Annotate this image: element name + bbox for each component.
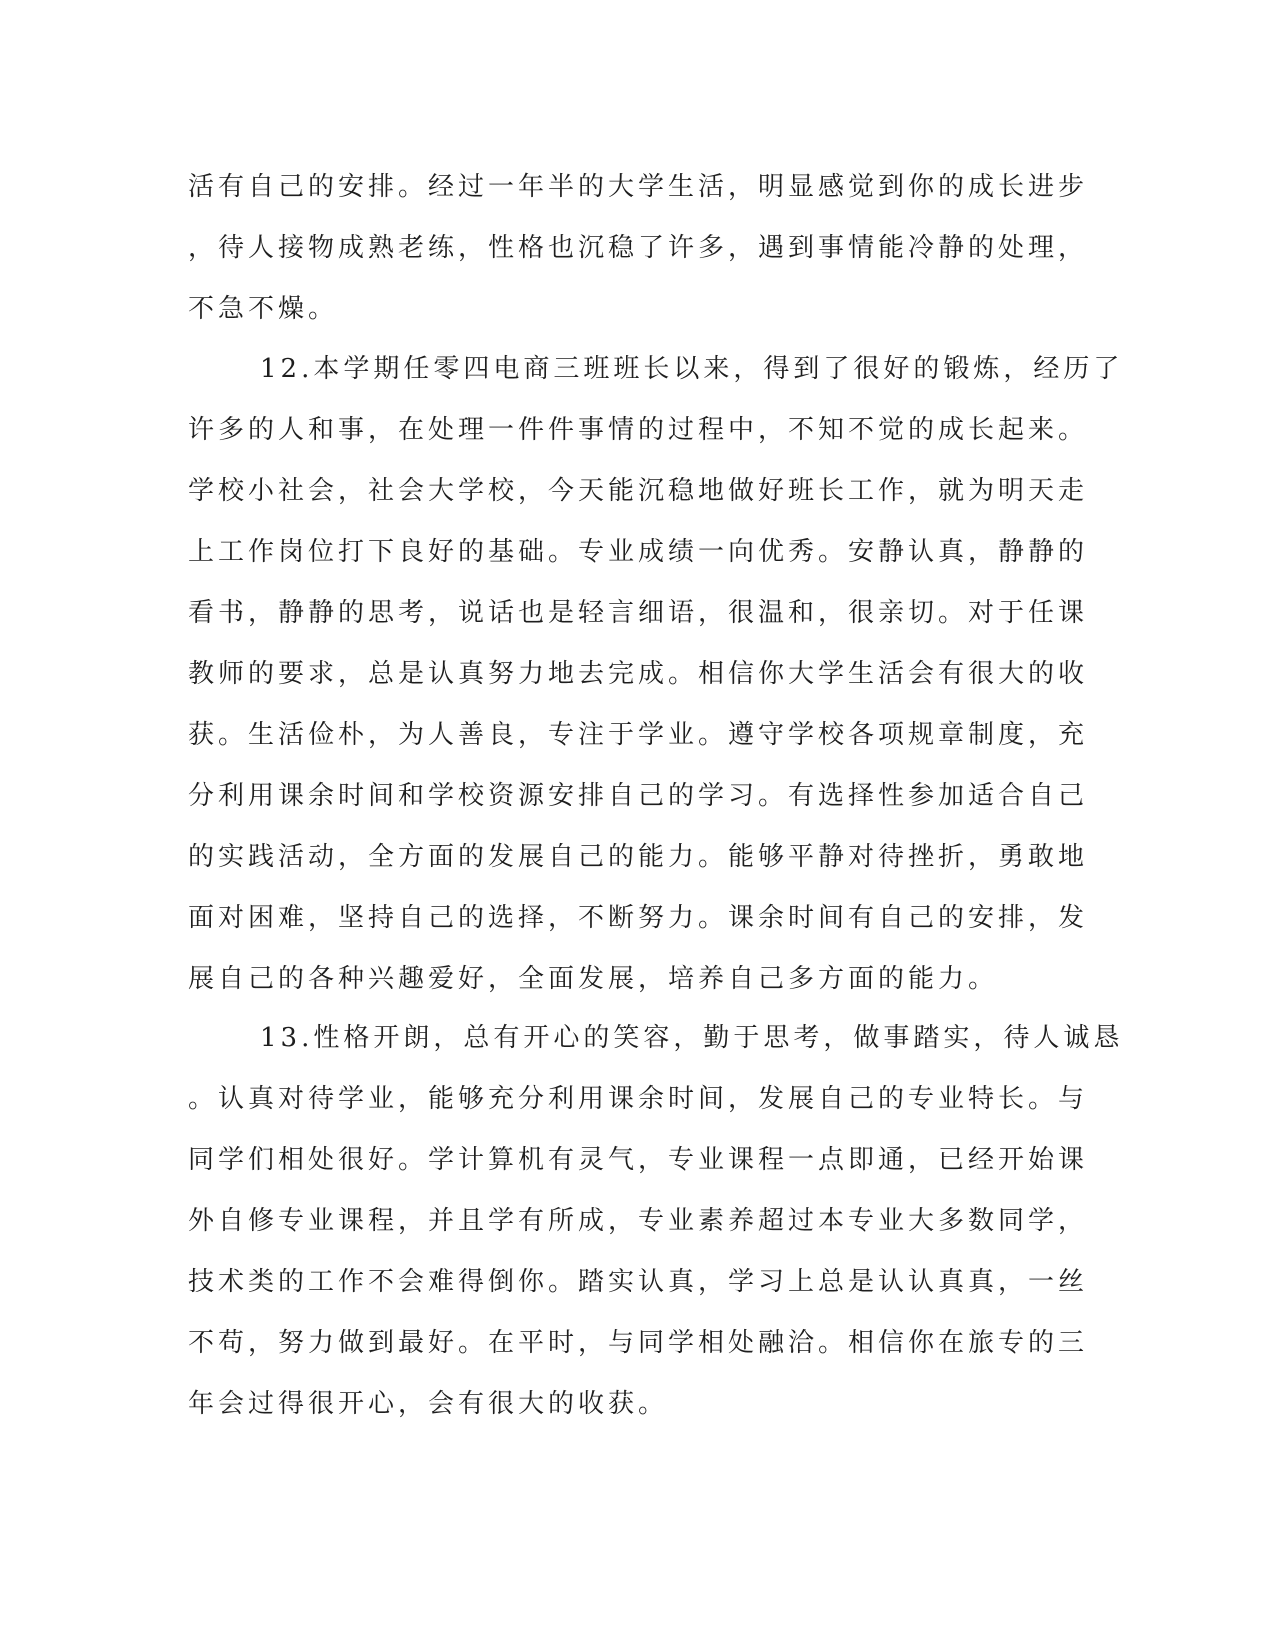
text-line: 展自己的各种兴趣爱好，全面发展，培养自己多方面的能力。 xyxy=(188,964,999,994)
paragraph-12 xyxy=(188,339,1124,1010)
text-line: 年会过得很开心，会有很大的收获。 xyxy=(188,1389,669,1419)
text-line: 获。生活俭朴，为人善良，专注于学业。遵守学校各项规章制度，充 xyxy=(188,720,1089,750)
text-line: 活有自己的安排。经过一年半的大学生活，明显感觉到你的成长进步 xyxy=(188,172,1089,202)
text-line: 分利用课余时间和学校资源安排自己的学习。有选择性参加适合自己 xyxy=(188,781,1089,811)
text-line: 许多的人和事，在处理一件件事情的过程中，不知不觉的成长起来。 xyxy=(188,415,1089,445)
text-line: ，待人接物成熟老练，性格也沉稳了许多，遇到事情能冷静的处理， xyxy=(188,233,1089,263)
text-line: 12.本学期任零四电商三班班长以来，得到了很好的锻炼，经历了 xyxy=(260,354,1124,384)
text-line: 同学们相处很好。学计算机有灵气，专业课程一点即通，已经开始课 xyxy=(188,1145,1089,1175)
text-line: 技术类的工作不会难得倒你。踏实认真，学习上总是认认真真，一丝 xyxy=(188,1267,1089,1297)
text-line: 外自修专业课程，并且学有所成，专业素养超过本专业大多数同学， xyxy=(188,1206,1089,1236)
text-line: 教师的要求，总是认真努力地去完成。相信你大学生活会有很大的收 xyxy=(188,659,1089,689)
paragraph-13 xyxy=(188,1008,1124,1435)
text-line: 不苟，努力做到最好。在平时，与同学相处融洽。相信你在旅专的三 xyxy=(188,1328,1089,1358)
text-line: 13.性格开朗，总有开心的笑容，勤于思考，做事踏实，待人诚恳 xyxy=(260,1023,1124,1053)
text-line: 不急不燥。 xyxy=(188,294,339,324)
paragraph-continued xyxy=(188,157,1088,340)
text-line: 学校小社会，社会大学校，今天能沉稳地做好班长工作，就为明天走 xyxy=(188,476,1089,506)
text-line: 上工作岗位打下良好的基础。专业成绩一向优秀。安静认真，静静的 xyxy=(188,537,1089,567)
text-line: 。认真对待学业，能够充分利用课余时间，发展自己的专业特长。与 xyxy=(188,1084,1089,1114)
text-line: 面对困难，坚持自己的选择，不断努力。课余时间有自己的安排，发 xyxy=(188,903,1089,933)
text-line: 看书，静静的思考，说话也是轻言细语，很温和，很亲切。对于任课 xyxy=(188,598,1089,628)
text-line: 的实践活动，全方面的发展自己的能力。能够平静对待挫折，勇敢地 xyxy=(188,842,1089,872)
